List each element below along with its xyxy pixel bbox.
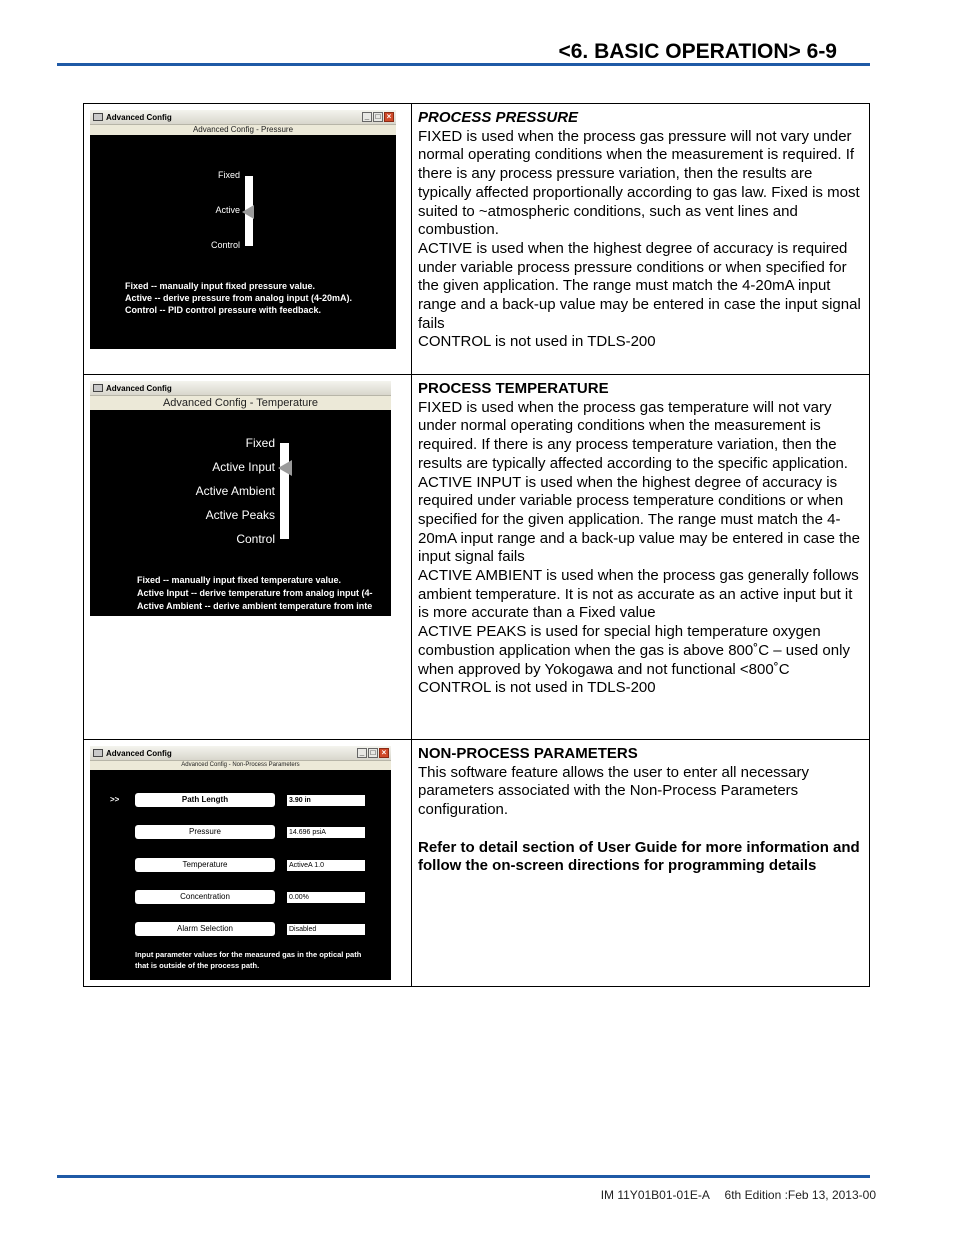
bold-note: Refer to detail section of User Guide for more information and follow the on-screen directions for programming details (418, 838, 860, 875)
edition: 6th Edition :Feb 13, 2013-00 (724, 1188, 876, 1202)
slider-pointer-icon (278, 460, 292, 476)
text-cell (412, 375, 870, 740)
paragraph: ACTIVE is used when the highest degree of accuracy is required under variable process pressure conditions or when specified for the given application. The range must match the 4-20mA input range and a back-up value may be entered in case the input signal fails (418, 239, 861, 332)
window-titlebar (90, 746, 391, 761)
option-active-ambient: Active Ambient (195, 484, 275, 498)
table-row (84, 375, 870, 740)
minimize-icon: _ (357, 748, 367, 758)
option-fixed: Fixed (245, 436, 275, 450)
description-line: Fixed -- manually input fixed pressure value. (125, 281, 316, 291)
close-icon: × (384, 112, 394, 122)
selected-row-indicator: >> (110, 795, 120, 804)
app-icon (93, 384, 103, 392)
description-line: Fixed -- manually input fixed temperature value. (137, 575, 342, 585)
paragraph: ACTIVE AMBIENT is used when the process gas generally follows ambient temperature. It is not as accurate as an active input but it is more accurate than a Fixed value (418, 567, 859, 622)
content-table (83, 103, 870, 987)
screenshot-cell (84, 375, 412, 740)
screenshot-cell (84, 104, 412, 375)
window-title: Advanced Config (106, 384, 172, 393)
paragraph: FIXED is used when the process gas pressure will not vary under normal operating conditions when the measurement is required. If there is any process pressure variation, then the results are typically affected proportionally according to gas law. Fixed is most suited to ~atmospheric conditions, such as vent lines and combustion. (418, 127, 860, 239)
section-heading: PROCESS TEMPERATURE (418, 380, 609, 397)
close-icon: × (379, 748, 389, 758)
section-heading: NON-PROCESS PARAMETERS (418, 745, 638, 762)
concentration-button: Concentration (135, 890, 275, 904)
table-row (84, 740, 870, 987)
note-line: Input parameter values for the measured gas in the optical path (135, 950, 362, 959)
non-process-window-screenshot (90, 746, 391, 980)
description-line: Active Ambient -- derive ambient temperature from inte (137, 601, 373, 611)
temperature-value: ActiveA 1.0 (287, 860, 365, 871)
footer-rule (57, 1175, 870, 1178)
paragraph: CONTROL is not used in TDLS-200 (418, 333, 656, 351)
section-heading: PROCESS PRESSURE (418, 109, 579, 126)
note-line: that is outside of the process path. (135, 961, 260, 970)
table-row (84, 104, 870, 375)
option-control: Control (236, 532, 275, 546)
description-line: Active Input -- derive temperature from analog input (4- (137, 588, 373, 598)
option-active: Active (215, 205, 240, 215)
alarm-selection-value: Disabled (287, 924, 365, 935)
window-title: Advanced Config (106, 113, 172, 122)
document-id: IM 11Y01B01-01E-A (600, 1188, 710, 1202)
window-titlebar (90, 110, 396, 125)
window-titlebar (90, 381, 391, 396)
page-footer (589, 1188, 876, 1202)
window-title: Advanced Config (106, 749, 172, 758)
option-active-peaks: Active Peaks (205, 508, 275, 522)
slider-pointer-icon (242, 205, 254, 219)
page-title: <6. BASIC OPERATION> 6-9 (558, 40, 837, 63)
option-control: Control (210, 240, 240, 250)
pressure-button: Pressure (135, 825, 275, 839)
option-fixed: Fixed (217, 170, 240, 180)
paragraph: CONTROL is not used in TDLS-200 (418, 679, 656, 697)
window-subtitle: Advanced Config - Non-Process Parameters (90, 761, 391, 770)
screenshot-cell (84, 740, 412, 987)
app-icon (93, 113, 103, 121)
paragraph: ACTIVE INPUT is used when the highest degree of accuracy is required under variable process temperature conditions or when specified for the given application. The range must match the 4-20mA input range and a back-up value may be entered in case the input signal fails (418, 473, 860, 566)
option-active-input: Active Input (212, 460, 275, 474)
text-cell (412, 740, 870, 987)
temperature-window-screenshot (90, 381, 391, 616)
window-subtitle: Advanced Config - Temperature (90, 396, 391, 410)
description-line: Active -- derive pressure from analog input (4-20mA). (125, 293, 353, 303)
paragraph: FIXED is used when the process gas temperature will not vary under normal operating conditions when the measurement is required. If there is any process temperature variation, then the results are typically affected according to the specific application. (418, 398, 848, 472)
paragraph: ACTIVE PEAKS is used for special high temperature oxygen combustion application when the gas is above 800˚C – used only when approved by Yokogawa and not functional <800˚C (418, 623, 850, 678)
app-icon (93, 749, 103, 757)
page-header (57, 36, 870, 66)
pressure-window-screenshot (90, 110, 396, 349)
maximize-icon: □ (368, 748, 378, 758)
temperature-mode-slider-track (280, 443, 289, 539)
minimize-icon: _ (362, 112, 372, 122)
alarm-selection-button: Alarm Selection (135, 922, 275, 936)
window-subtitle: Advanced Config - Pressure (90, 125, 396, 135)
description-line: Control -- PID control pressure with feedback. (125, 305, 322, 315)
pressure-value: 14.696 psiA (287, 827, 365, 838)
path-length-value: 3.90 in (287, 795, 365, 806)
maximize-icon: □ (373, 112, 383, 122)
path-length-button: Path Length (135, 793, 275, 807)
text-cell (412, 104, 870, 375)
paragraph: This software feature allows the user to enter all necessary parameters associated with the Non-Process Parameters configuration. (418, 763, 810, 819)
concentration-value: 0.00% (287, 892, 365, 903)
temperature-button: Temperature (135, 858, 275, 872)
